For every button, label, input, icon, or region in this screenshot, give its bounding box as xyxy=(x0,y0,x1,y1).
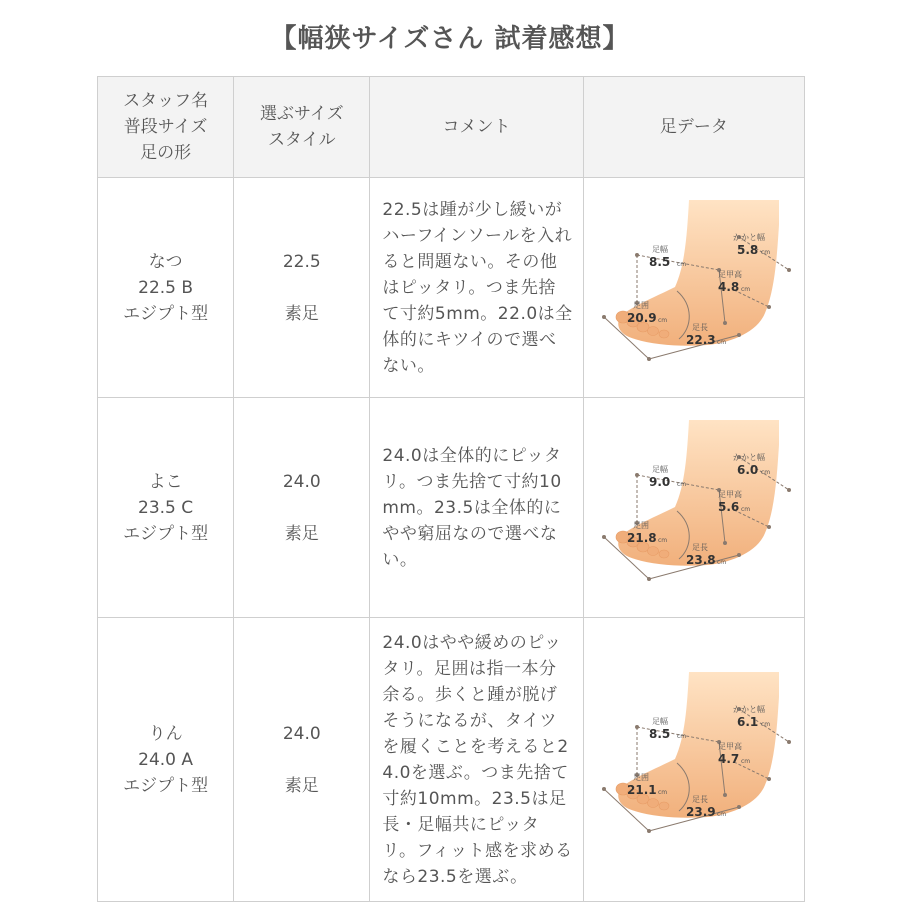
unit-label: cm xyxy=(676,261,686,268)
instep-value: 4.7 xyxy=(717,752,740,766)
length-value: 23.8 xyxy=(685,553,716,567)
length-label: 足長 xyxy=(691,323,708,332)
girth-label: 足囲 xyxy=(632,301,649,310)
page-title: 【幅狭サイズさん 試着感想】 xyxy=(270,24,630,54)
size-cell xyxy=(234,618,370,902)
heel-width-label: かかと幅 xyxy=(732,233,765,242)
measure-point xyxy=(602,535,606,539)
foot-width-value: 8.5 xyxy=(648,727,671,741)
foot-diagram xyxy=(589,667,799,852)
instep-label: 足甲高 xyxy=(717,742,742,751)
size-cell xyxy=(234,398,370,618)
table-row xyxy=(98,618,805,902)
foot-width-label: 足幅 xyxy=(651,245,668,254)
measure-point xyxy=(767,777,771,781)
measure-point xyxy=(647,577,651,581)
heel-width-value: 6.1 xyxy=(736,715,759,729)
measure-point xyxy=(737,553,741,557)
girth-value: 21.8 xyxy=(626,531,657,545)
fitting-table xyxy=(97,76,805,902)
measure-point xyxy=(602,787,606,791)
measure-point xyxy=(723,321,727,325)
foot-data-cell xyxy=(583,178,804,398)
toe-icon xyxy=(647,327,658,336)
staff-name: りん xyxy=(148,723,183,744)
foot-width-label: 足幅 xyxy=(651,717,668,726)
unit-label: cm xyxy=(716,559,726,566)
header-comment: コメント xyxy=(370,77,583,178)
unit-label: cm xyxy=(716,811,726,818)
measure-point xyxy=(723,541,727,545)
unit-label: cm xyxy=(760,721,770,728)
girth-value: 21.1 xyxy=(626,783,657,797)
foot-shape: エジプト型 xyxy=(123,303,209,324)
comment-cell: 24.0はやや緩めのピッタリ。足囲は指一本分余る。歩くと踵が脱げそうになるが、タイツを履くことを考えると24.0を選ぶ。つま先捨て寸約10mm。23.5は足長・足幅共にピッタリ。フィット感を求めるなら23.5を選ぶ。 xyxy=(370,618,583,902)
measure-point xyxy=(635,473,639,477)
header-staff-line: 足の形 xyxy=(140,143,192,163)
measure-point xyxy=(737,805,741,809)
unit-label: cm xyxy=(657,317,667,324)
measure-point xyxy=(647,829,651,833)
unit-label: cm xyxy=(760,469,770,476)
foot-width-label: 足幅 xyxy=(651,465,668,474)
chosen-size: 24.0 xyxy=(282,723,321,744)
comment-cell: 24.0は全体的にピッタリ。つま先捨て寸約10mm。23.5は全体的にやや窮屈なので選べない。 xyxy=(370,398,583,618)
unit-label: cm xyxy=(740,758,750,765)
measure-point xyxy=(635,725,639,729)
heel-width-value: 5.8 xyxy=(736,243,759,257)
measure-point xyxy=(723,793,727,797)
table-header-row xyxy=(98,77,805,178)
foot-data-cell xyxy=(583,618,804,902)
measure-point xyxy=(787,740,791,744)
foot-shape: エジプト型 xyxy=(123,775,209,796)
heel-width-label: かかと幅 xyxy=(732,705,765,714)
foot-shape: エジプト型 xyxy=(123,523,209,544)
toe-icon xyxy=(659,802,669,810)
girth-label: 足囲 xyxy=(632,773,649,782)
length-label: 足長 xyxy=(691,795,708,804)
comment-cell: 22.5は踵が少し緩いがハーフインソールを入れると問題ない。その他はピッタリ。つま先捨て寸約5mm。22.0は全体的にキツイので選べない。 xyxy=(370,178,583,398)
header-staff-line: スタッフ名 xyxy=(123,91,209,111)
style: 素足 xyxy=(284,523,319,544)
unit-label: cm xyxy=(676,733,686,740)
usual-size: 24.0 A xyxy=(138,749,194,770)
toe-icon xyxy=(647,799,658,808)
girth-label: 足囲 xyxy=(632,521,649,530)
foot-diagram xyxy=(589,415,799,600)
header-size-line: 選ぶサイズ xyxy=(259,104,344,124)
header-foot-data: 足データ xyxy=(583,77,804,178)
length-label: 足長 xyxy=(691,543,708,552)
measure-point xyxy=(647,357,651,361)
usual-size: 23.5 C xyxy=(138,497,194,518)
length-value: 22.3 xyxy=(685,333,716,347)
staff-cell xyxy=(98,398,234,618)
measure-point xyxy=(787,268,791,272)
length-value: 23.9 xyxy=(685,805,716,819)
staff-cell xyxy=(98,618,234,902)
foot-width-value: 8.5 xyxy=(648,255,671,269)
measure-point xyxy=(635,253,639,257)
header-staff xyxy=(98,77,234,178)
unit-label: cm xyxy=(760,249,770,256)
instep-label: 足甲高 xyxy=(717,270,742,279)
header-staff-line: 普段サイズ xyxy=(123,117,208,137)
unit-label: cm xyxy=(740,506,750,513)
measure-point xyxy=(787,488,791,492)
heel-width-label: かかと幅 xyxy=(732,453,765,462)
unit-label: cm xyxy=(657,537,667,544)
unit-label: cm xyxy=(657,789,667,796)
usual-size: 22.5 B xyxy=(138,277,194,298)
foot-diagram xyxy=(589,195,799,380)
foot-data-cell xyxy=(583,398,804,618)
unit-label: cm xyxy=(740,286,750,293)
toe-icon xyxy=(659,550,669,558)
girth-value: 20.9 xyxy=(626,311,657,325)
staff-name: なつ xyxy=(148,251,183,272)
unit-label: cm xyxy=(676,481,686,488)
unit-label: cm xyxy=(716,339,726,346)
chosen-size: 22.5 xyxy=(282,251,321,272)
foot-width-value: 9.0 xyxy=(648,475,671,489)
table-row xyxy=(98,178,805,398)
table-row xyxy=(98,398,805,618)
instep-value: 5.6 xyxy=(717,500,740,514)
measure-point xyxy=(767,525,771,529)
size-cell xyxy=(234,178,370,398)
measure-point xyxy=(767,305,771,309)
chosen-size: 24.0 xyxy=(282,471,321,492)
toe-icon xyxy=(659,330,669,338)
header-size xyxy=(234,77,370,178)
style: 素足 xyxy=(284,303,319,324)
style: 素足 xyxy=(284,775,319,796)
header-size-line: スタイル xyxy=(267,130,336,150)
staff-cell xyxy=(98,178,234,398)
measure-point xyxy=(737,333,741,337)
staff-name: よこ xyxy=(148,471,183,492)
instep-value: 4.8 xyxy=(717,280,740,294)
instep-label: 足甲高 xyxy=(717,490,742,499)
heel-width-value: 6.0 xyxy=(736,463,759,477)
measure-point xyxy=(602,315,606,319)
toe-icon xyxy=(647,547,658,556)
